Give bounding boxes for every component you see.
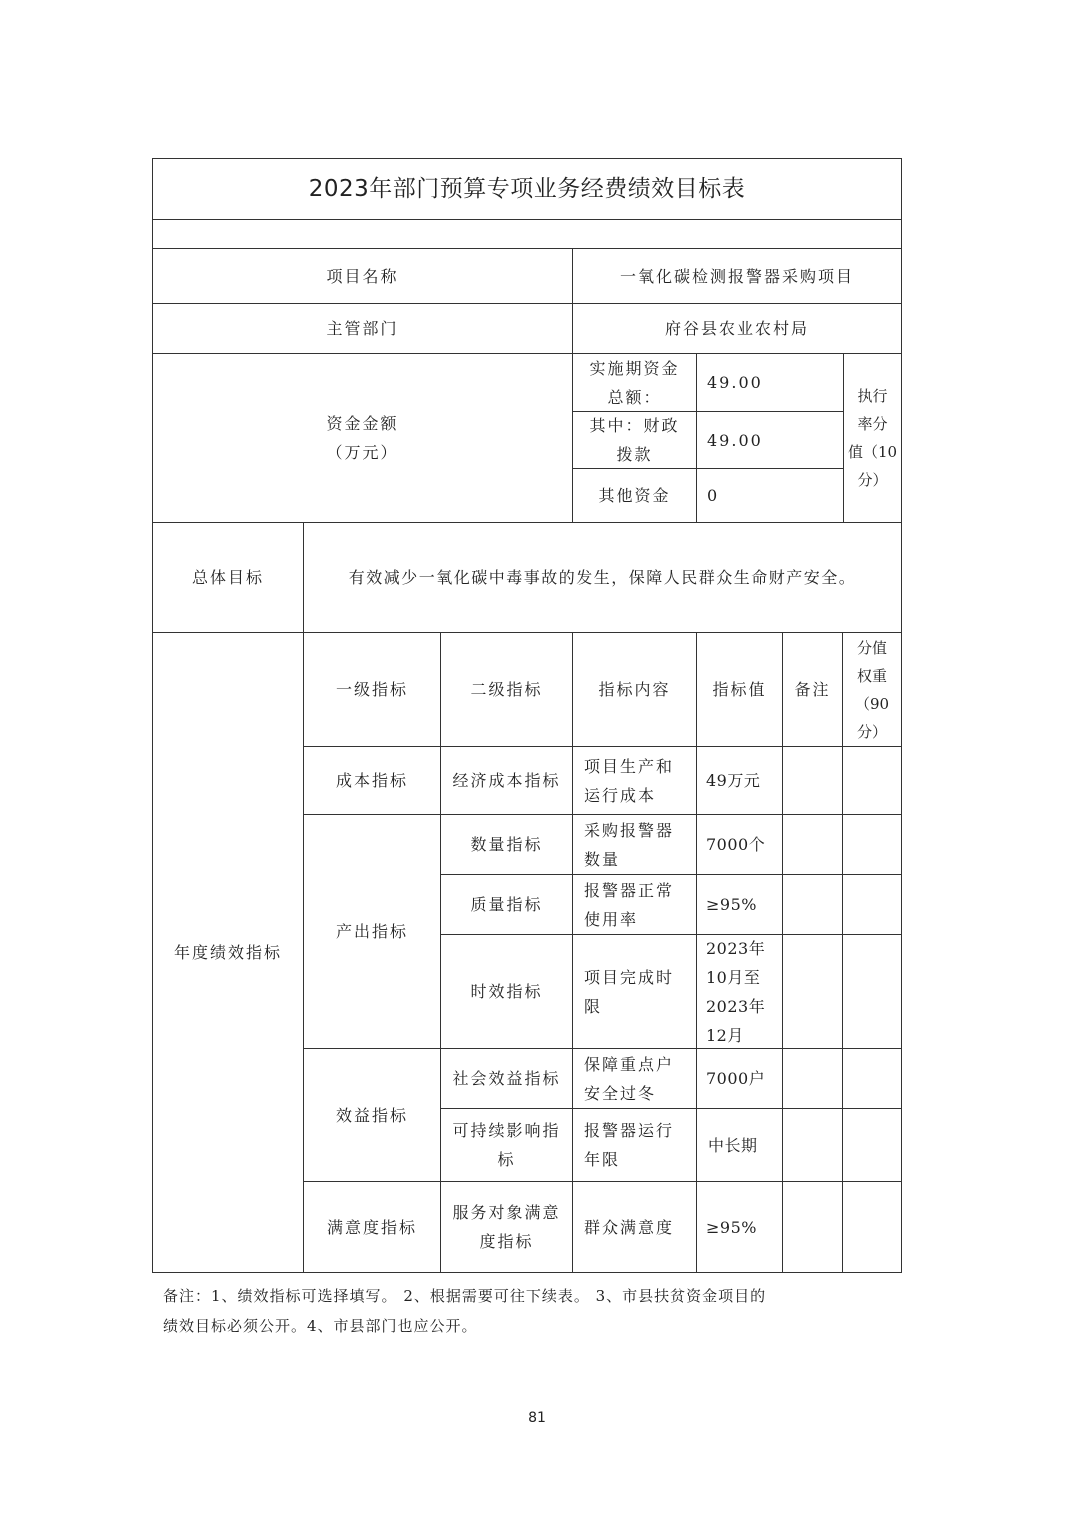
header-remark: 备注 (794, 680, 831, 699)
row-level2: 可持续影响指 标 (452, 1121, 561, 1169)
funds-fiscal-value: 49.00 (707, 430, 763, 450)
row-value: 49万元 (706, 771, 761, 790)
dept-label: 主管部门 (326, 319, 399, 338)
row-value: ≥95% (706, 1217, 757, 1237)
funds-other-label: 其他资金 (598, 486, 671, 505)
funds-fiscal-label: 其中：财政拨款 (589, 416, 680, 464)
row-value: 中长期 (708, 1135, 758, 1155)
overall-goal-value: 有效减少一氧化碳中毒事故的发生，保障人民群众生命财产安全。 (348, 568, 857, 587)
row-content: 报警器正常 使用率 (584, 880, 675, 929)
row-level2: 质量指标 (470, 895, 543, 914)
row-level2: 经济成本指标 (452, 771, 561, 790)
exec-rate-label: 执行 率分 值（10 分） (847, 387, 898, 489)
row-content: 报警器运行 年限 (584, 1121, 675, 1169)
row-level2: 数量指标 (470, 835, 543, 854)
header-level2: 二级指标 (470, 680, 543, 699)
page-number: 81 (528, 1410, 546, 1426)
group-cost: 成本指标 (335, 771, 408, 790)
annual-indicators-label: 年度绩效指标 (173, 943, 282, 962)
project-name-label: 项目名称 (326, 266, 399, 286)
row-level2: 社会效益指标 (452, 1069, 561, 1088)
group-benefit: 效益指标 (335, 1105, 408, 1125)
funds-label: 资金金额 （万元） (326, 414, 399, 462)
funds-total-label: 实施期资金总额： (589, 358, 680, 407)
page-title: 2023年部门预算专项业务经费绩效目标表 (308, 175, 746, 202)
row-level2: 服务对象满意 度指标 (452, 1203, 561, 1251)
project-name-value: 一氧化碳检测报警器采购项目 (619, 266, 854, 286)
row-content: 项目完成时 限 (584, 967, 675, 1016)
row-value: ≥95% (706, 895, 757, 914)
row-value: 7000个 (706, 835, 766, 854)
row-content: 采购报警器 数量 (584, 820, 675, 869)
dept-value: 府谷县农业农村局 (664, 319, 809, 338)
footnote: 备注：1、绩效指标可选择填写。 2、根据需要可往下续表。 3、市县扶贫资金项目的 绩效目标必须公开。4、市县部门也应公开。 (163, 1287, 767, 1335)
group-satisfaction: 满意度指标 (326, 1217, 417, 1237)
row-value: 7000户 (706, 1069, 766, 1088)
row-content: 项目生产和 运行成本 (584, 756, 675, 805)
funds-other-value: 0 (707, 486, 720, 505)
header-content: 指标内容 (598, 680, 671, 699)
row-content: 保障重点户 安全过冬 (584, 1054, 675, 1103)
row-content: 群众满意度 (584, 1217, 675, 1237)
funds-total-value: 49.00 (707, 373, 763, 392)
header-level1: 一级指标 (335, 680, 408, 699)
header-value: 指标值 (712, 680, 767, 699)
group-output: 产出指标 (335, 922, 408, 941)
overall-goal-label: 总体目标 (191, 568, 264, 587)
header-weight: 分值 权重 （90 分） (854, 638, 890, 741)
row-value: 2023年 10月至 2023年 12月 (706, 938, 766, 1045)
row-level2: 时效指标 (470, 982, 543, 1001)
